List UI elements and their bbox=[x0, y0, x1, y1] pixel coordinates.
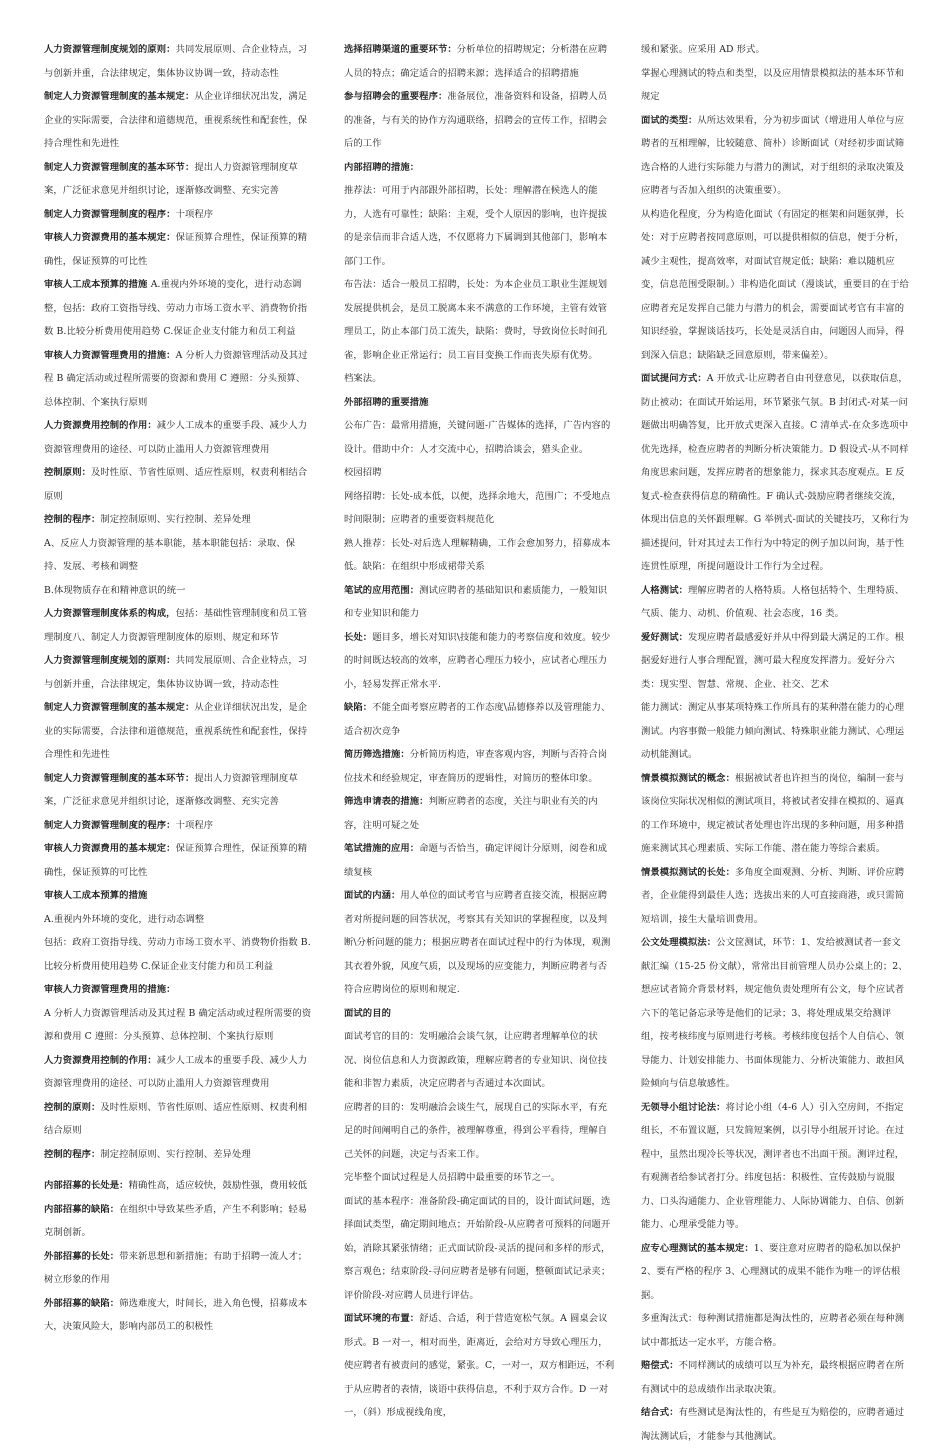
paragraph bbox=[344, 884, 616, 1002]
paragraph-text: 完毕整个面试过程是人员招聘中最重要的环节之一。 bbox=[344, 1172, 561, 1183]
paragraph bbox=[344, 85, 616, 156]
paragraph-text: A 开放式-让应聘者自由刊登意见，以获取信息，防止被动；在面试开始运用，环节紧张气氛。B 封闭式-对某一问题做出明确答复，比开放式更深入直接。C 清单式-在众多选项中优先选择，检查应聘者的判断分析决策能力。D 假设式-从不同样角度思索问题，发挥应聘者的想象能力，探求其态度观点。E 反复式-检查获得信息的精确性。F 确认式-鼓励应聘者继续交流，体现出信息的关怀跟理解。G 举例式-面试的关键技巧，又称行为描述提问，针对其过去工作行为中特定的例子加以问询，基于性连贯性原理，所提问题设计工作行为全过程。 bbox=[641, 373, 909, 572]
paragraph bbox=[344, 696, 616, 743]
paragraph bbox=[344, 179, 616, 273]
paragraph bbox=[44, 767, 312, 814]
paragraph bbox=[44, 1292, 312, 1339]
paragraph-heading: 笔试措施的应用： bbox=[344, 843, 420, 854]
paragraph-heading: 控制原则： bbox=[44, 467, 91, 478]
paragraph bbox=[344, 461, 616, 485]
paragraph-text: 面试的基本程序：准备阶段-确定面试的目的，设计面试问题，选择面试类型，确定期间地点；开始阶段-从应聘者可预料的问题开始，消除其紧张情绪；正式面试阶段-灵活的提问和多样的形式，察言观色；结束阶段-寻问应聘者是够有问题，整顿面试记录夹；评价阶段-对应聘人员进行评估。 bbox=[344, 1195, 611, 1301]
paragraph-text: 校园招聘 bbox=[344, 467, 382, 478]
paragraph-text: A.重视内外环境的变化，进行动态调整，包括：政府工资指导线、劳动力市场工资水平、消费物价指数 B.比较分析费用使用趋势 C.保证企业支付能力和员工利益 bbox=[44, 279, 308, 337]
paragraph-heading: 审核人力资源管理费用的措施： bbox=[44, 349, 176, 361]
paragraph-heading: 审核人力资源费用的基本规定： bbox=[44, 232, 176, 243]
paragraph bbox=[641, 579, 909, 626]
paragraph-heading: 外部招聘的重要措施 bbox=[344, 396, 429, 408]
paragraph bbox=[44, 814, 312, 838]
paragraph-heading: 应专心理测试的基本规定： bbox=[641, 1242, 754, 1254]
paragraph-heading: 人力资源管理制度体系的构成， bbox=[44, 608, 176, 619]
paragraph-text: 减少人工成本的重要手段、减少人力资源管理费用的途径、可以防止滥用人力资源管理费用 bbox=[44, 420, 308, 455]
paragraph-heading: 参与招聘会的重要程序： bbox=[344, 91, 448, 102]
paragraph bbox=[44, 508, 312, 532]
paragraph-text: 多角度全面观测、分析、判断、评价应聘者，企业能得到最佳人选；选拔出来的人可直接商港，或只需简短培训，接生大量培训费用。 bbox=[641, 866, 905, 925]
paragraph bbox=[344, 1096, 616, 1167]
paragraph bbox=[641, 1307, 909, 1354]
paragraph bbox=[344, 1002, 616, 1026]
paragraph-heading: 无领导小组讨论法： bbox=[641, 1101, 726, 1113]
paragraph-text: 档案法。 bbox=[344, 373, 382, 384]
paragraph-text: 有些测试是淘汰性的，有些是互为赔偿的，应聘者通过淘汰测试后，才能参与其他测试。 bbox=[641, 1407, 905, 1442]
paragraph bbox=[44, 884, 312, 908]
paragraph-heading: 控制的原则： bbox=[44, 1101, 101, 1113]
paragraph-text: 测试应聘者的基础知识和素质能力，一般知识和专业知识和能力 bbox=[344, 584, 608, 619]
paragraph-heading: 审核人力资源管理费用的措施： bbox=[44, 984, 176, 995]
paragraph-text: 在组织中导致某些矛盾，产生不利影响；轻易克制创新。 bbox=[44, 1203, 308, 1238]
paragraph-heading: 选择招聘渠道的重要环节： bbox=[344, 44, 457, 55]
paragraph-text: 提出人力资源管理制度草案，广泛征求意见并组织讨论，逐渐修改调整、充实完善 bbox=[44, 772, 298, 807]
paragraph bbox=[44, 461, 312, 508]
paragraph-text: 应聘者的目的：发明融洽会谈生气，展现自己的实际水平，有充足的时间阐明自己的条件，被理解尊重，得到公平看待，理解自己关怀的问题，决定与否来工作。 bbox=[344, 1101, 608, 1160]
paragraph-text: 1、要注意对应聘者的隐私加以保护 2、要有严格的程序 3、心理测试的成果不能作为唯一的评估根据。 bbox=[641, 1242, 901, 1301]
paragraph-text: 题目多，增长对知识\技能和能力的考察信度和效度。较少的时间既达较高的效率，应聘者心理压力较小，应试者心理压力小，轻易发挥正常水平. bbox=[344, 631, 611, 690]
paragraph-text: 理解应聘者的人格特质。人格包括特个、生理特质、气质、能力、动机、价值观、社会态度，16 类。 bbox=[641, 584, 905, 619]
paragraph-text: B.体现物质存在和精神意识的统一 bbox=[44, 584, 186, 596]
paragraph-heading: 面试提问方式： bbox=[641, 373, 707, 384]
paragraph bbox=[641, 696, 909, 767]
paragraph-heading: 长处： bbox=[344, 631, 373, 643]
paragraph-heading: 情景模拟测试的长处： bbox=[641, 866, 735, 878]
paragraph bbox=[344, 414, 616, 461]
paragraph bbox=[641, 626, 909, 697]
paragraph bbox=[344, 837, 616, 884]
paragraph bbox=[44, 696, 312, 767]
paragraph bbox=[44, 203, 312, 227]
paragraph bbox=[344, 1307, 616, 1425]
paragraph bbox=[641, 38, 909, 62]
paragraph bbox=[344, 156, 616, 180]
paragraph-text: 减少人工成本的重要手段、减少人力资源管理费用的途径、可以防止滥用人力资源管理费用 bbox=[44, 1054, 308, 1089]
paragraph bbox=[641, 861, 909, 932]
paragraph bbox=[641, 1401, 909, 1448]
paragraph-heading: 情景模拟测试的概念： bbox=[641, 772, 735, 784]
paragraph bbox=[641, 1237, 909, 1308]
paragraph-heading: 控制的程序： bbox=[44, 514, 101, 525]
column-middle bbox=[344, 38, 616, 1425]
paragraph bbox=[44, 908, 312, 932]
paragraph bbox=[44, 1096, 312, 1143]
paragraph bbox=[44, 602, 312, 649]
paragraph-text: 从所达效果看，分为初步面试（增进用人单位与应聘者的互相理解，比较随意、简朴）诊断面试（对经初步面试筛选合格的人进行实际能力与潜力的测试，对于组织的录取决策及应聘者与否加入组织的决策重要）。 bbox=[641, 114, 905, 196]
paragraph-heading: 审核人工成本预算的措施 bbox=[44, 890, 148, 901]
paragraph-text: 筛选难度大，时间长，进入角色慢，招募成本大，决策风险大，影响内部员工的积极性 bbox=[44, 1297, 308, 1332]
paragraph bbox=[44, 226, 312, 273]
paragraph-heading: 人格测试： bbox=[641, 584, 688, 596]
paragraph-text: 公文筐测试，环节：1、发给被测试者一套文献汇编（15-25 份文献），常常出目前管理人员办公桌上的；2、想应试者简介背景材料，规定他负责处理所有公文，每个应试者六下的笔记备忘录等是他们的记录；3、将处理成果交给测评组，按考核纬度与原则进行考核。考核纬度包括个人自信心、领导能力、计划安排能力、书面体现能力、分析决策能力、敢担风险倾向与信息敏感性。 bbox=[641, 937, 908, 1089]
paragraph-text: 保证预算合理性，保证预算的精确性，保证预算的可比性 bbox=[44, 843, 308, 878]
paragraph bbox=[44, 1049, 312, 1096]
paragraph bbox=[641, 931, 909, 1096]
paragraph-heading: 内部招聘的措施： bbox=[344, 161, 420, 173]
paragraph-heading: 面试的内涵： bbox=[344, 890, 401, 901]
paragraph bbox=[344, 38, 616, 85]
paragraph bbox=[641, 1096, 909, 1237]
paragraph bbox=[44, 156, 312, 203]
paragraph-heading: 面试环境的布置： bbox=[344, 1313, 420, 1324]
paragraph-text: 掌握心理测试的特点和类型，以及应用情景模拟法的基本环节和规定 bbox=[641, 67, 905, 102]
paragraph bbox=[44, 579, 312, 603]
paragraph-heading: 面试的类型： bbox=[641, 114, 698, 126]
paragraph-text: 精确性高，适应较快，鼓励性强，费用较低 bbox=[128, 1180, 308, 1191]
paragraph bbox=[44, 532, 312, 579]
paragraph-text: 公布广告：最常用措施，关键问题-广告媒体的选择，广告内容的设计。借助中介：人才交流中心，招聘洽谈会，猎头企业。 bbox=[344, 420, 611, 455]
paragraph-text: 制定控制原则、实行控制、差异处理 bbox=[100, 514, 251, 525]
section-gap bbox=[44, 1166, 312, 1174]
paragraph bbox=[344, 367, 616, 391]
paragraph-text: 从企业详细状况出发，满足企业的实际需要，合法律和道德规范，重视系统性和配套性，保持合理性和先进性 bbox=[44, 91, 308, 149]
paragraph bbox=[44, 38, 312, 85]
paragraph-heading: 制定人力资源管理制度的基本规定： bbox=[44, 91, 195, 102]
paragraph bbox=[44, 344, 312, 415]
paragraph-text: 能力测试：测定从事某项特殊工作所具有的某种潜在能力的心理测试。内容事微一般能力倾向测试、特殊职业能力测试、心理运动机能测试。 bbox=[641, 702, 905, 760]
paragraph bbox=[344, 485, 616, 532]
paragraph bbox=[44, 931, 312, 978]
paragraph-text: 网络招聘：长处-成本低，以便，选择余地大，范围广；不受地点时间限制；应聘者的重要资料规范化 bbox=[344, 490, 611, 525]
paragraph-text: 共同发展原则、合企业特点，习与创新并重，合法律规定，集体协议协调一致，持动态性 bbox=[44, 44, 308, 79]
paragraph bbox=[44, 1174, 312, 1198]
paragraph bbox=[344, 1190, 616, 1308]
paragraph bbox=[344, 391, 616, 415]
paragraph bbox=[344, 579, 616, 626]
paragraph-text: 及时性原则、节省性原则、适应性原则、权责利相结合原则 bbox=[44, 1101, 308, 1136]
paragraph-text: A、反应人力资源管理的基本职能，基本职能包括：录取、保持、发展、考核和调整 bbox=[44, 537, 296, 572]
paragraph-text: 十项程序 bbox=[175, 819, 214, 831]
paragraph-heading: 审核人力资源费用的基本规定： bbox=[44, 843, 176, 854]
paragraph-text: 推荐法：可用于内部跟外部招聘，长处：理解潜在候选人的能力，人选有可靠性；缺陷：主观，受个人原因的影响，也许提拔的是亲信而非合适人选，不仅愿将力下属调到其他部门，影响本部门工作。 bbox=[344, 185, 608, 267]
paragraph bbox=[44, 273, 312, 344]
paragraph bbox=[641, 767, 909, 861]
paragraph-heading: 制定人力资源管理制度的基本规定： bbox=[44, 702, 195, 713]
paragraph bbox=[344, 273, 616, 367]
paragraph bbox=[44, 1143, 312, 1167]
paragraph-text: 包括：政府工资指导线、劳动力市场工资水平、消费物价指数 B.比较分析费用使用趋势 C.保证企业支付能力和员工利益 bbox=[44, 937, 311, 972]
paragraph bbox=[641, 109, 909, 203]
column-right bbox=[641, 38, 909, 1448]
paragraph bbox=[44, 1245, 312, 1292]
paragraph bbox=[344, 1025, 616, 1096]
paragraph bbox=[641, 1354, 909, 1401]
paragraph-text: 带来新思想和新措施；有助于招聘一流人才；树立形象的作用 bbox=[44, 1250, 308, 1285]
paragraph bbox=[344, 532, 616, 579]
paragraph-heading: 笔试的应用范围： bbox=[344, 584, 420, 596]
paragraph bbox=[44, 649, 312, 696]
paragraph bbox=[641, 203, 909, 368]
paragraph-text: 舒适、合适，利于营造宽松气氛。A 圆桌会议形式。B 一对一，相对而坐，距离近，会给对方导致心理压力，使应聘者有被责问的感觉，紧张。C，一对一，双方相距远，不利于从应聘者的表情，谈语中获得信息，不利于双方合作。D 一对一，（斜）形成视线角度， bbox=[344, 1313, 615, 1418]
column-left bbox=[44, 38, 312, 1339]
paragraph-heading: 面试的目的 bbox=[344, 1007, 391, 1019]
paragraph-heading: 内部招募的长处是： bbox=[44, 1180, 129, 1191]
paragraph-text: 准备展位，准备资料和设备，招聘人员的准备，与有关的协作方沟通联络，招聘会的宣传工作，招聘会后的工作 bbox=[344, 91, 608, 149]
paragraph-text: 多重淘汰式：每种测试措施都是淘汰性的，应聘者必须在每种测试中都抵达一定水平，方能合格。 bbox=[641, 1313, 905, 1348]
paragraph-text: A 分析人力资源管理活动及其过程 B 确定活动或过程所需要的资源和费用 C 遵照：分头预算、总体控制、个案执行原则 bbox=[44, 349, 308, 408]
paragraph bbox=[344, 626, 616, 697]
paragraph-text: 分析单位的招聘规定；分析潜在应聘人员的特点；确定适合的招聘来源；选择适合的招聘措施 bbox=[344, 44, 608, 79]
paragraph bbox=[44, 414, 312, 461]
paragraph-text: 将讨论小组（4-6 人）引入空房间，不指定组长，不布置议题，只发简短案例，以引导小组展开讨论。在过程中，虽然出现冷长等状况，测评者也不出面干预。测评过程，有观测者给参试者打分。纬度包括：积极性、宣传鼓励与说服力、口头沟通能力、企业管理能力、人际协调能力、自信、创新能力、心理承受能力等。 bbox=[641, 1101, 905, 1230]
paragraph-text: 发现应聘者最感爱好并从中得到最大满足的工作。根据爱好进行人事合理配置，测可最大程度发挥潜力。爱好分六类：现实型、智慧、常规、企业、社交、艺术 bbox=[641, 631, 905, 690]
paragraph-text: 及时性原、节省性原则、适应性原则，权责利相结合原则 bbox=[44, 467, 308, 502]
paragraph-text: A 分析人力资源管理活动及其过程 B 确定活动或过程所需要的资源和费用 C 遵照：分头预算、总体控制、个案执行原则 bbox=[44, 1007, 312, 1042]
paragraph-text: 保证预算合理性，保证预算的精确性，保证预算的可比性 bbox=[44, 232, 308, 267]
paragraph-text: 缓和紧张。应采用 AD 形式。 bbox=[641, 44, 765, 55]
paragraph bbox=[44, 1002, 312, 1049]
paragraph-heading: 外部招募的缺陷： bbox=[44, 1297, 120, 1309]
paragraph-heading: 公文处理模拟法： bbox=[641, 937, 717, 948]
paragraph-heading: 审核人工成本预算的措施 bbox=[44, 279, 151, 290]
paragraph-heading: 爱好测试： bbox=[641, 631, 688, 643]
paragraph-text: 不能全面考察应聘者的工作态度\品德修养以及管理能力、适合初次竞争 bbox=[344, 702, 611, 737]
paragraph-heading: 简历筛选措施： bbox=[344, 749, 410, 760]
paragraph bbox=[44, 85, 312, 156]
paragraph-text: 从构造化程度，分为构造化面试（有固定的框架和问题氛弹，长处：对于应聘者按同意原则，可以提供相似的信息，便于分析，减少主观性，提高效率，对面试官规定低；缺陷：难以随机应变，信息范围受限制。）非构造化面试（漫谈试，重要目的在于给应聘者充足发挥自己能力与潜力的机会，需要面试考官有丰富的知识经验，掌握谈话技巧，长处是灵活自由，问题因人而异，得到深入信息；缺陷缺乏回意原则，带来偏差）。 bbox=[641, 208, 909, 361]
paragraph-heading: 制定人力资源管理制度的基本环节： bbox=[44, 772, 195, 784]
paragraph-text: A.重视内外环境的变化，进行动态调整 bbox=[44, 913, 205, 925]
paragraph-text: 十项程序 bbox=[175, 208, 214, 220]
paragraph bbox=[344, 1166, 616, 1190]
paragraph-heading: 人力资源管理制度规划的原则： bbox=[44, 655, 176, 666]
paragraph-heading: 外部招募的长处： bbox=[44, 1250, 120, 1262]
paragraph-heading: 赔偿式： bbox=[641, 1360, 679, 1371]
paragraph-heading: 制定人力资源管理制度的程序： bbox=[44, 819, 176, 831]
paragraph-text: 包括：基础性管理制度和员工管理制度八、制定人力资源管理制度体的原则、规定和环节 bbox=[44, 608, 308, 643]
paragraph-text: 根据被试者也许担当的岗位，编制一套与该岗位实际状况相似的测试项目，将被试者安排在模拟的、逼真的工作环境中，规定被试者处理也许出现的多种问题，用多种措施来测试其心理素质、实际工作能、潜在能力等综合素质。 bbox=[641, 772, 905, 854]
paragraph-text: 提出人力资源管理制度草案，广泛征求意见并组织讨论，逐渐修改调整、充实完善 bbox=[44, 161, 298, 196]
paragraph bbox=[344, 790, 616, 837]
paragraph-heading: 结合式： bbox=[641, 1407, 679, 1418]
paragraph bbox=[44, 837, 312, 884]
paragraph bbox=[44, 1198, 312, 1245]
paragraph-heading: 内部招募的缺陷： bbox=[44, 1203, 120, 1215]
paragraph bbox=[641, 62, 909, 109]
paragraph-text: 从企业详细状况出发，是企业的实际需要，合法律和道德规范，重视系统性和配套性，保持合理性和先进性 bbox=[44, 702, 308, 760]
paragraph-heading: 人力资源费用控制的作用： bbox=[44, 420, 157, 431]
paragraph-heading: 控制的程序： bbox=[44, 1148, 101, 1160]
paragraph-heading: 制定人力资源管理制度的基本环节： bbox=[44, 161, 195, 173]
paragraph-text: 共同发展原则、合企业特点，习与创新并重，合法律规定，集体协议协调一致，持动态性 bbox=[44, 655, 308, 690]
paragraph-text: 用人单位的面试考官与应聘者直接交流，根据应聘者对所提问题的回答状况，考察其有关知识的掌握程度，以及判断\分析问题的能力；根据应聘者在面试过程中的行为体现，观测其衣着外貌，风度气质，以及现场的应变能力，判断应聘者与否符合应聘岗位的原则和规定. bbox=[344, 890, 611, 995]
paragraph bbox=[344, 743, 616, 790]
paragraph-text: 面试考官的目的：发明融洽会谈气氛，让应聘者理解单位的状况、岗位信息和人力资源政策，理解应聘者的专业知识、岗位技能和非智力素质，决定应聘者与否通过本次面试。 bbox=[344, 1031, 608, 1089]
paragraph bbox=[44, 978, 312, 1002]
paragraph-heading: 人力资源费用控制的作用： bbox=[44, 1054, 157, 1066]
paragraph-text: 不同样测试的成绩可以互为补充，最终根据应聘者在所有测试中的总成绩作出录取决策。 bbox=[641, 1360, 905, 1395]
paragraph-heading: 制定人力资源管理制度的程序： bbox=[44, 208, 176, 220]
paragraph-text: 制定控制原则、实行控制、差异处理 bbox=[100, 1148, 251, 1160]
paragraph-text: 判断应聘者的态度，关注与职业有关的内容，注明可疑之处 bbox=[344, 796, 598, 831]
paragraph-text: 熟人推荐：长处-对后选人理解精确，工作会愈加努力，招募成本低。缺陷：在组织中形成裙带关系 bbox=[344, 537, 611, 572]
paragraph bbox=[641, 367, 909, 579]
paragraph-heading: 缺陷： bbox=[344, 702, 373, 713]
paragraph-heading: 人力资源管理制度规划的原则： bbox=[44, 44, 176, 55]
paragraph-text: 布告法：适合一般员工招聘，长处：为本企业员工职业生涯规划发展提供机会，是员工脱离本来不满意的工作环境，主管有效管理员工，防止本部门员工流失，缺陷：费时，导致岗位长时间孔雀，影响企业正常运行；员工盲目变换工作而丧失原有优势。 bbox=[344, 279, 608, 361]
paragraph-text: 分析简历构造，审查客观内容，判断与否符合岗位技术和经验规定，审查简历的逻辑性，对简历的整体印象。 bbox=[344, 749, 608, 784]
paragraph-text: 命题与否恰当，确定评阅计分原则，阅卷和成绩复核 bbox=[344, 843, 608, 878]
paragraph-heading: 筛选申请表的措施： bbox=[344, 796, 429, 807]
